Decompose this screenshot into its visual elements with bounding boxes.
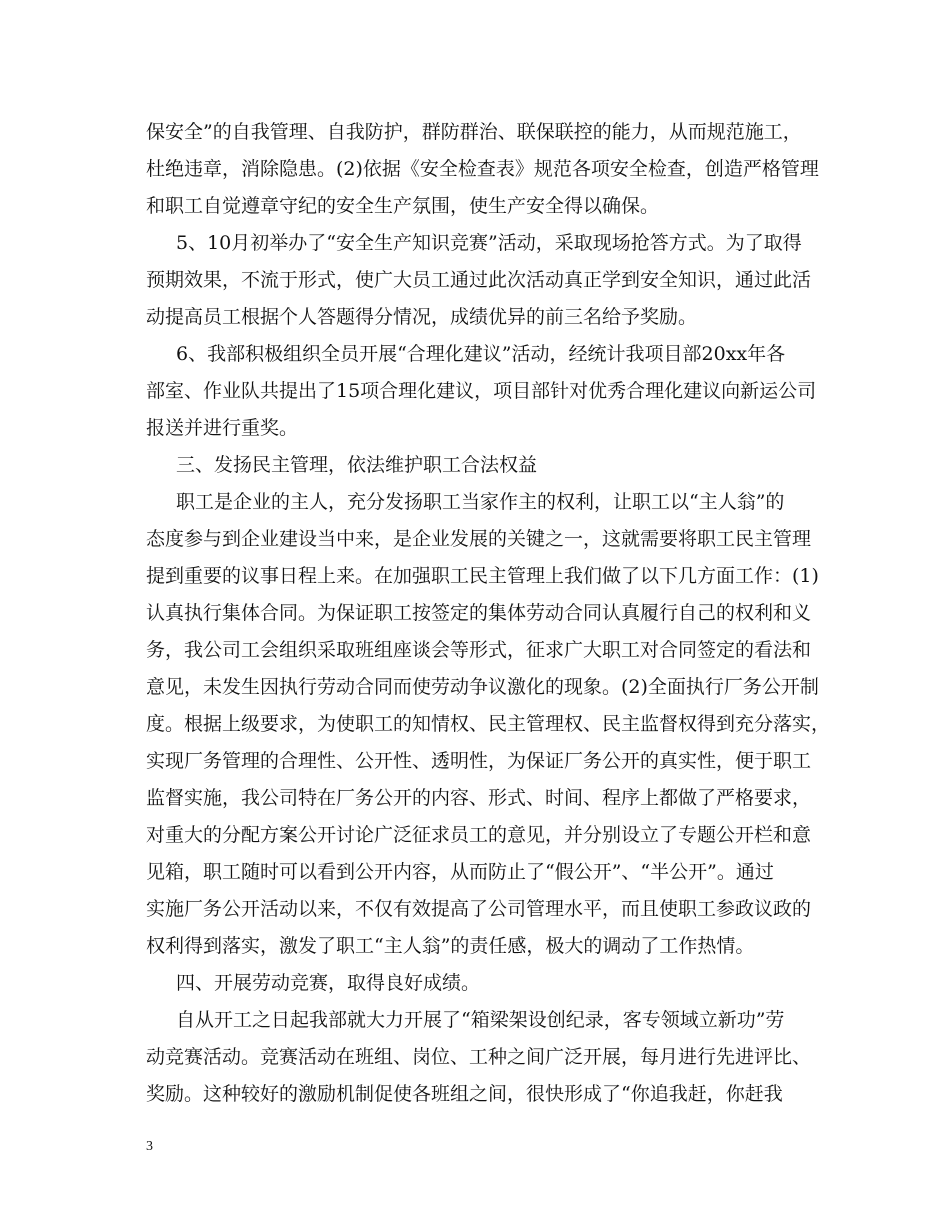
text-line: 提到重要的议事日程上来。在加强职工民主管理上我们做了以下几方面工作：(1) xyxy=(146,565,819,587)
section-heading: 三、发扬民主管理，依法维护职工合法权益 xyxy=(176,454,538,476)
text-line: 实现厂务管理的合理性、公开性、透明性，为保证厂务公开的真实性，便于职工 xyxy=(146,750,812,772)
text-line: 态度参与到企业建设当中来，是企业发展的关键之一，这就需要将职工民主管理 xyxy=(146,528,812,550)
text-line: 动提高员工根据个人答题得分情况，成绩优异的前三名给予奖励。 xyxy=(146,306,698,328)
text-line: 意见，未发生因执行劳动合同而使劳动争议激化的现象。(2)全面执行厂务公开制 xyxy=(146,676,819,698)
text-line: 奖励。这种较好的激励机制促使各班组之间，很快形成了“你追我赶，你赶我 xyxy=(146,1083,783,1105)
paragraph-first-line: 5、10月初举办了“安全生产知识竞赛”活动，采取现场抢答方式。为了取得 xyxy=(176,232,802,254)
text-line: 见箱，职工随时可以看到公开内容，从而防止了“假公开”、“半公开”。通过 xyxy=(146,861,774,883)
text-line: 监督实施，我公司特在厂务公开的内容、形式、时间、程序上都做了严格要求， xyxy=(146,787,812,809)
text-line: 对重大的分配方案公开讨论广泛征求员工的意见，并分别设立了专题公开栏和意 xyxy=(146,824,812,846)
text-line: 动竞赛活动。竞赛活动在班组、岗位、工种之间广泛开展，每月进行先进评比、 xyxy=(146,1046,812,1068)
paragraph-first-line: 6、我部积极组织全员开展“合理化建议”活动，经统计我项目部20xx年各 xyxy=(176,343,786,365)
text-line: 权利得到落实，激发了职工“主人翁”的责任感，极大的调动了工作热情。 xyxy=(146,935,755,957)
text-line: 和职工自觉遵章守纪的安全生产氛围，使生产安全得以确保。 xyxy=(146,195,660,217)
text-line: 度。根据上级要求，为使职工的知情权、民主管理权、民主监督权得到充分落实， xyxy=(146,713,831,735)
text-line: 预期效果，不流于形式，使广大员工通过此次活动真正学到安全知识，通过此活 xyxy=(146,269,812,291)
text-line: 认真执行集体合同。为保证职工按签定的集体劳动合同认真履行自己的权利和义 xyxy=(146,602,812,624)
text-line: 保安全”的自我管理、自我防护，群防群治、联保联控的能力，从而规范施工， xyxy=(146,121,802,143)
page-number: 3 xyxy=(146,1139,153,1154)
paragraph-first-line: 职工是企业的主人，充分发扬职工当家作主的权利，让职工以“主人翁”的 xyxy=(176,491,785,513)
text-line: 部室、作业队共提出了15项合理化建议，项目部针对优秀合理化建议向新运公司 xyxy=(146,380,817,402)
text-line: 杜绝违章，消除隐患。(2)依据《安全检查表》规范各项安全检查，创造严格管理 xyxy=(146,158,819,180)
text-line: 实施厂务公开活动以来，不仅有效提高了公司管理水平，而且使职工参政议政的 xyxy=(146,898,812,920)
section-heading: 四、开展劳动竞赛，取得良好成绩。 xyxy=(176,972,481,994)
text-line: 务，我公司工会组织采取班组座谈会等形式，征求广大职工对合同签定的看法和 xyxy=(146,639,812,661)
text-line: 报送并进行重奖。 xyxy=(146,417,299,439)
paragraph-first-line: 自从开工之日起我部就大力开展了“箱梁架设创纪录，客专领域立新功”劳 xyxy=(176,1009,785,1031)
